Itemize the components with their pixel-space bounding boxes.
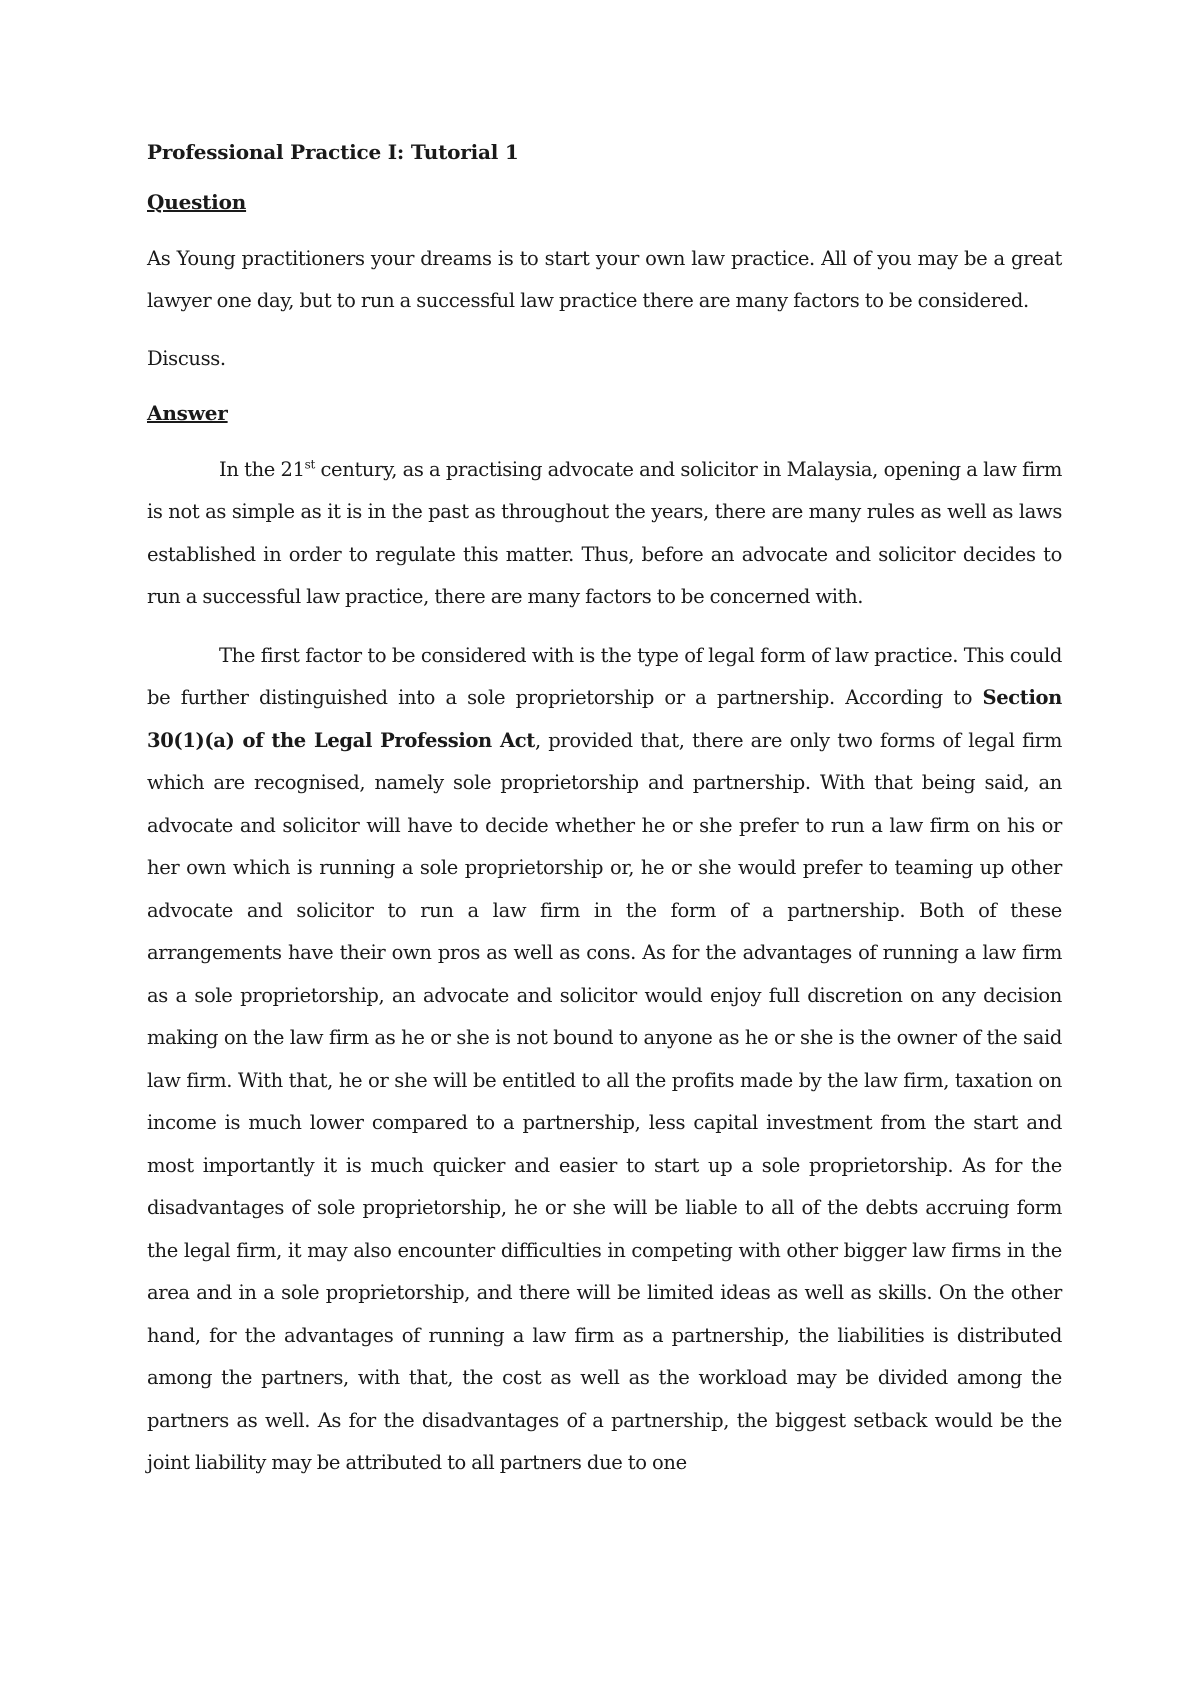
answer-paragraph-2	[147, 635, 1062, 1485]
question-heading: Question	[147, 190, 247, 214]
para1-text-end: century, as a practising advocate and solicitor in Malaysia, opening a law firm is not as simple as it is in the past as throughout the years, there are many rules as well as laws established in order to regulate this matter. Thus, before an advocate and solicitor decides to run a successful law practice, there are many factors to be concerned with.	[147, 457, 1062, 608]
answer-heading: Answer	[147, 400, 228, 425]
discuss-text: Discuss.	[147, 347, 226, 370]
document-title: Professional Practice I: Tutorial 1	[147, 140, 519, 164]
document-content	[147, 138, 1062, 1501]
answer-paragraph-1	[147, 449, 1062, 619]
para2-text-start: The first factor to be considered with is the type of legal form of law practice. This could be further distinguished into a sole proprietorship or a partnership. According to	[147, 643, 1062, 709]
question-text: As Young practitioners your dreams is to start your own law practice. All of you may be a great lawyer one day, but to run a successful law practice there are many factors to be considered.	[147, 247, 1062, 312]
statute-reference: Section 30(1)(a) of the Legal Profession Act	[147, 686, 1062, 752]
ordinal-superscript: st	[304, 457, 315, 471]
para2-text-end: , provided that, there are only two forms of legal firm which are recognised, namely sole proprietorship and partnership. With that being said, an advocate and solicitor will have to decide whether he or she prefer to run a law firm on his or her own which is running a sole proprietorship or, he or she would prefer to teaming up other advocate and solicitor to run a law firm in the form of a partnership. Both of these arrangements have their own pros as well as cons. As for the advantages of running a law firm as a sole proprietorship, an advocate and solicitor would enjoy full discretion on any decision making on the law firm as he or she is not bound to anyone as he or she is the owner of the said law firm. With that, he or she will be entitled to all the profits made by the law firm, taxation on income is much lower compared to a partnership, less capital investment from the start and most importantly it is much quicker and easier to start up a sole proprietorship. As for the disadvantages of sole proprietorship, he or she will be liable to all of the debts accruing form the legal firm, it may also encounter difficulties in competing with other bigger law firms in the area and in a sole proprietorship, and there will be limited ideas as well as skills. On the other hand, for the advantages of running a law firm as a partnership, the liabilities is distributed among the partners, with that, the cost as well as the workload may be divided among the partners as well. As for the disadvantages of a partnership, the biggest setback would be the joint liability may be attributed to all partners due to one	[147, 728, 1062, 1474]
para1-text-start: In the 21	[219, 457, 305, 481]
